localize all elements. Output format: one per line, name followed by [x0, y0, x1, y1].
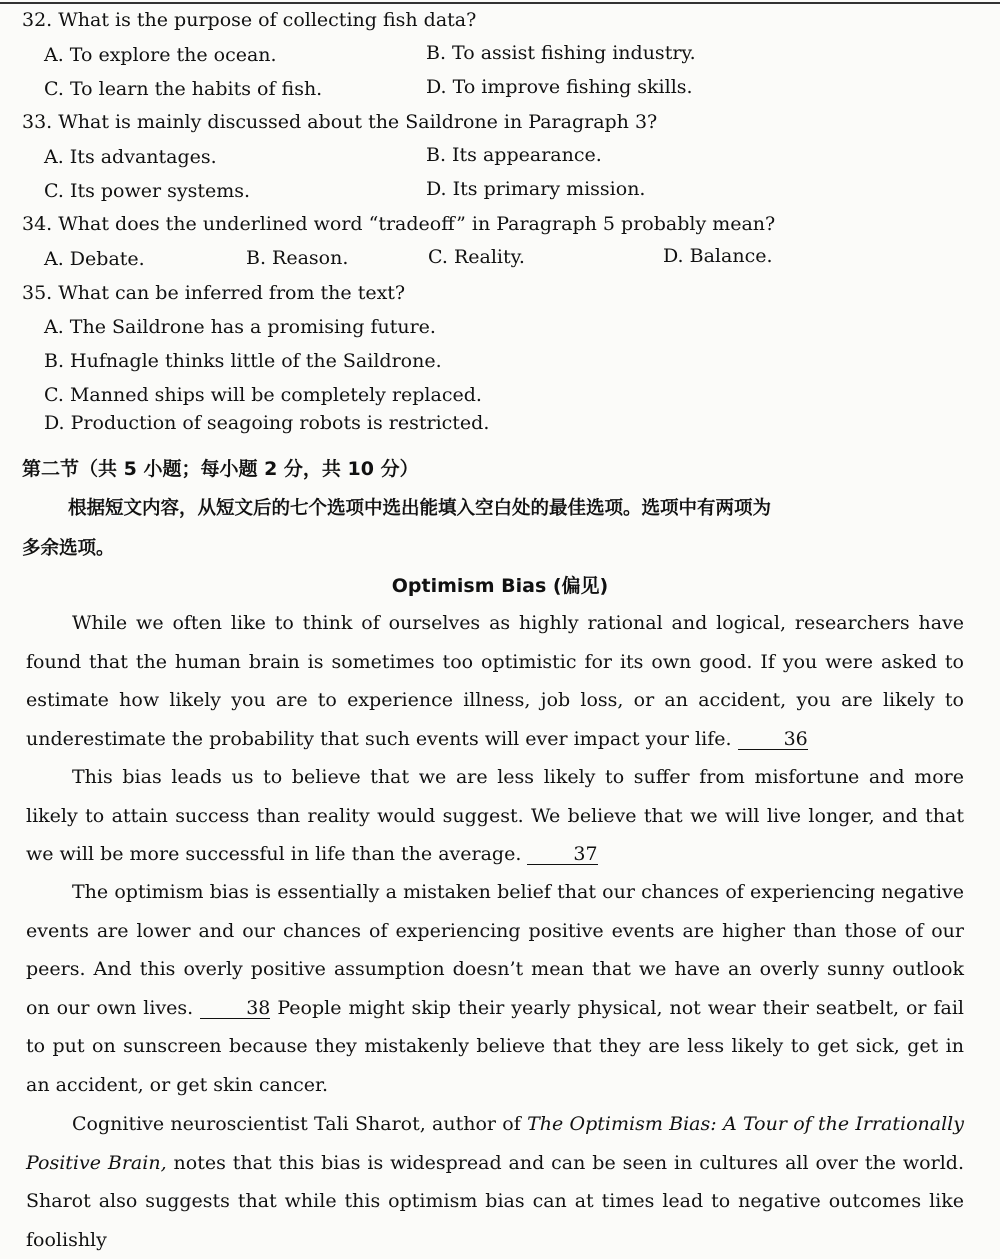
- paragraph-text: notes that this bias is widespread and can be seen in cultures all over the world. Sharot also suggests that while this optimism bias can at times lead to negative outcomes like foolishly: [26, 1151, 964, 1251]
- question-number: 34.: [22, 213, 53, 235]
- q32-option-d: D. To improve fishing skills.: [426, 76, 693, 98]
- q35-option-c: C. Manned ships will be completely replaced.: [44, 384, 482, 406]
- question-35: [22, 281, 405, 305]
- passage-paragraph-3: [26, 873, 964, 1104]
- top-rule: [0, 2, 1000, 4]
- question-stem: What is mainly discussed about the Saildrone in Paragraph 3?: [58, 111, 658, 133]
- question-33: [22, 110, 657, 134]
- q34-option-a: A. Debate.: [44, 248, 145, 270]
- q34-option-d: D. Balance.: [663, 245, 773, 267]
- q35-option-d: D. Production of seagoing robots is restricted.: [44, 412, 490, 434]
- question-number: 33.: [22, 111, 53, 133]
- passage-title: Optimism Bias (偏见): [391, 575, 609, 597]
- q32-option-b: B. To assist fishing industry.: [426, 42, 696, 64]
- blank-38[interactable]: 38: [200, 998, 270, 1019]
- book-title: The Optimism Bias: A Tour of the Irrationally Positive Brain,: [26, 1113, 964, 1174]
- question-number: 32.: [22, 9, 53, 31]
- paragraph-text: While we often like to think of ourselves as highly rational and logical, researchers have found that the human brain is sometimes too optimistic for its own good. If you were asked to estimate how likely you are to experience illness, job loss, or an accident, you are likely to underestimate the probability that such events will ever impact your life.: [26, 612, 964, 750]
- question-32: [22, 8, 476, 32]
- paragraph-text: The optimism bias is essentially a mistaken belief that our chances of experiencing negative events are lower and our chances of experiencing positive events are higher than those of our peers. And this overly positive assumption doesn’t mean that we have an overly sunny outlook on our own lives.: [26, 881, 964, 1019]
- paragraph-text: Cognitive neuroscientist Tali Sharot, author of: [72, 1113, 521, 1135]
- q33-option-d: D. Its primary mission.: [426, 178, 646, 200]
- question-stem: What is the purpose of collecting fish data?: [58, 9, 477, 31]
- passage-paragraph-1: [26, 604, 964, 758]
- q33-option-a: A. Its advantages.: [44, 146, 217, 168]
- paragraph-text: People might skip their yearly physical, not wear their seatbelt, or fail to put on sunscreen because they mistakenly believe that they are less likely to get sick, get in an accident, or get skin cancer.: [26, 996, 964, 1096]
- question-34: [22, 212, 775, 236]
- blank-37[interactable]: 37: [527, 844, 597, 865]
- q35-option-a: A. The Saildrone has a promising future.: [44, 316, 436, 338]
- passage-paragraph-2: [26, 758, 964, 874]
- q34-option-b: B. Reason.: [246, 247, 349, 269]
- q32-option-a: A. To explore the ocean.: [44, 44, 277, 66]
- q32-option-c: C. To learn the habits of fish.: [44, 78, 323, 100]
- question-number: 35.: [22, 282, 53, 304]
- question-stem: What does the underlined word “tradeoff” in Paragraph 5 probably mean?: [58, 213, 776, 235]
- section-heading: 第二节（共 5 小题；每小题 2 分，共 10 分）: [22, 458, 419, 480]
- section-instruction-line2: 多余选项。: [22, 538, 115, 559]
- question-stem: What can be inferred from the text?: [58, 282, 406, 304]
- q35-option-b: B. Hufnagle thinks little of the Saildrone.: [44, 350, 442, 372]
- paragraph-text: This bias leads us to believe that we are less likely to suffer from misfortune and more likely to attain success than reality would suggest. We believe that we will live longer, and that we will be more successful in life than the average.: [26, 766, 964, 865]
- q34-option-c: C. Reality.: [428, 246, 525, 268]
- q33-option-b: B. Its appearance.: [426, 144, 602, 166]
- section-instruction-line1: 根据短文内容，从短文后的七个选项中选出能填入空白处的最佳选项。选项中有两项为: [68, 498, 772, 519]
- blank-36[interactable]: 36: [738, 729, 808, 750]
- q33-option-c: C. Its power systems.: [44, 180, 251, 202]
